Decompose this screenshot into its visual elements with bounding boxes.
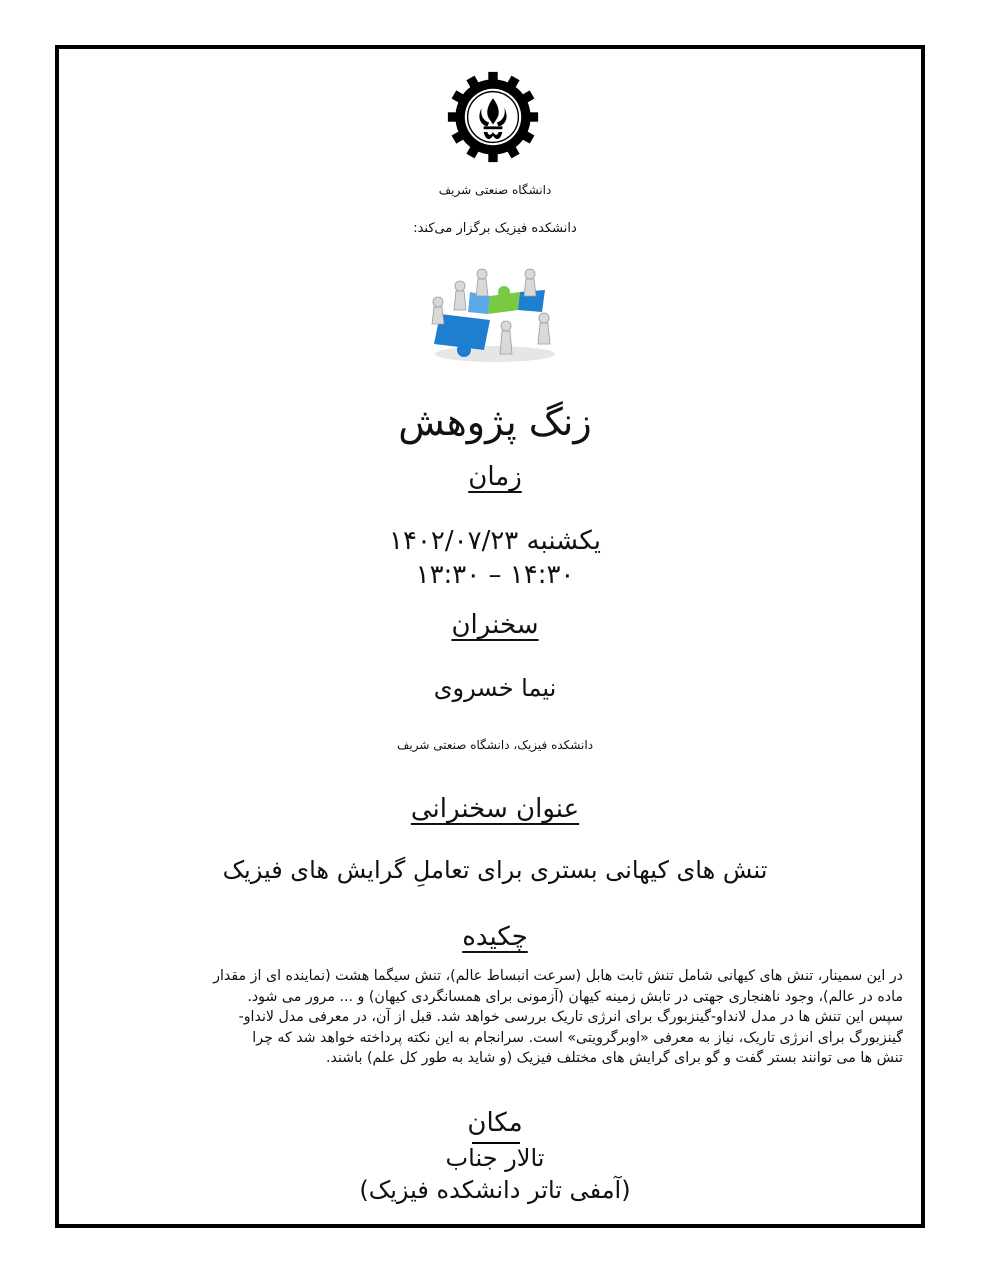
talk-title: تنش های کیهانی بستری برای تعاملِ گرایش های فیزیک (222, 856, 768, 884)
speaker-affiliation: دانشکده فیزیک، دانشگاه صنعتی شریف (396, 738, 594, 752)
venue-name: تالار جناب (445, 1144, 545, 1172)
abstract-line: ماده در عالم)، وجود ناهنجاری جهتی در تابش زمینه کیهان (آزمونی برای همسانگردی کیهان) و ... مرور می شود. (247, 988, 903, 1005)
university-name: دانشگاه صنعتی شریف (438, 183, 552, 197)
speaker-heading: سخنران (451, 610, 539, 640)
speaker-name: نیما خسروی (433, 674, 557, 702)
abstract-line: گینزبورگ برای انرژی تاریک، نیاز به معرفی «اوبرگرویتی» است. سرانجام به این نکته پرداخته خواهد شد که چرا (252, 1029, 903, 1046)
event-date: یکشنبه ۱۴۰۲/۰۷/۲۳ (389, 526, 601, 556)
sharif-university-logo-icon (446, 70, 540, 164)
abstract-text (85, 966, 903, 1069)
puzzle-teamwork-illustration (420, 262, 570, 372)
abstract-line: در این سمینار، تنش های کیهانی شامل تنش ثابت هابل (سرعت انبساط عالم)، تنش سیگما هشت (نماینده ای از مقدار (213, 968, 903, 984)
event-hours: ۱۳:۳۰ – ۱۴:۳۰ (415, 560, 575, 590)
time-heading: زمان (468, 462, 522, 492)
talk-heading: عنوان سخنرانی (410, 794, 580, 824)
venue-heading: مکان (467, 1108, 523, 1138)
event-title: زنگ پژوهش (398, 400, 592, 444)
abstract-line: سپس این تنش ها در مدل لانداو-گینزبورگ برای انرژی تاریک بررسی خواهد شد. قبل از آن، در معرفی مدل لانداو- (238, 1009, 903, 1026)
abstract-heading: چکیده (462, 922, 528, 952)
abstract-line: تنش ها می توانند بستر گفت و گو برای گرایش های مختلف فیزیک (و شاید به طور کل علم) باشند. (326, 1050, 903, 1067)
venue-detail: (آمفی تاتر دانشکده فیزیک) (359, 1176, 631, 1204)
organizer-line: دانشکده فیزیک برگزار می‌کند: (413, 221, 577, 236)
